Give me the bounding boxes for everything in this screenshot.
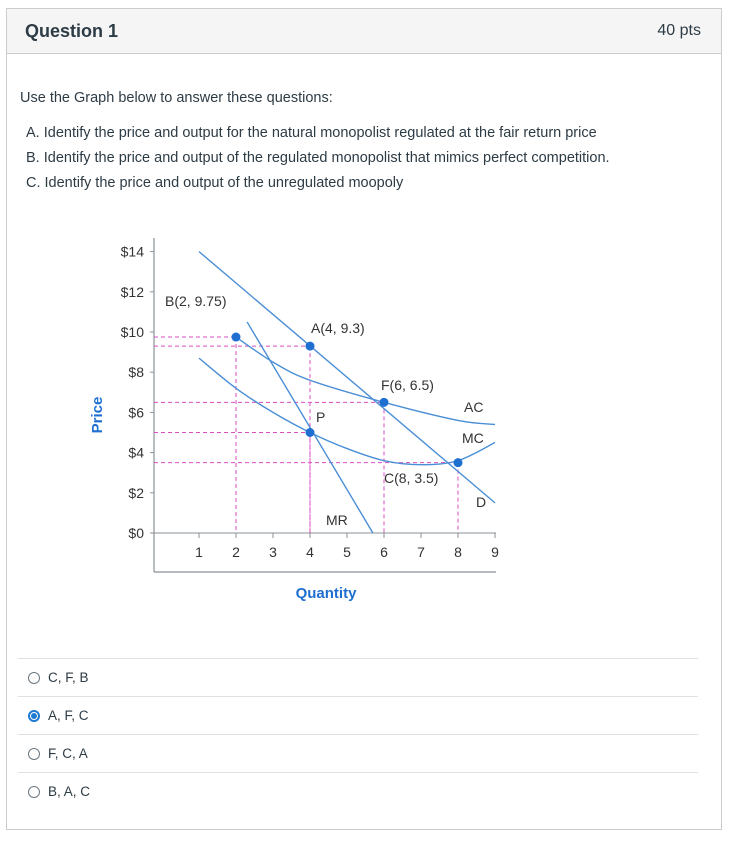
question-item-c: C. Identify the price and output of the unregulated moopoly — [26, 175, 404, 191]
y-tick-label: $12 — [120, 283, 144, 300]
point-label: B(2, 9.75) — [165, 293, 227, 309]
question-header — [7, 9, 721, 54]
curve-label-mc: MC — [462, 430, 484, 446]
y-tick-label: $10 — [120, 324, 144, 340]
curve-d — [199, 252, 495, 503]
answer-label: C, F, B — [48, 670, 89, 685]
x-tick-label: 5 — [343, 544, 351, 560]
x-tick-label: 6 — [380, 544, 388, 560]
curve-ac — [236, 337, 495, 424]
answer-option-3[interactable] — [18, 734, 698, 772]
x-tick-label: 9 — [491, 544, 499, 560]
data-point — [306, 342, 315, 351]
data-point — [454, 458, 463, 467]
radio-icon[interactable] — [28, 748, 40, 760]
point-label: P — [316, 409, 326, 425]
y-tick-label: $0 — [128, 525, 144, 541]
y-tick-label: $4 — [128, 444, 144, 461]
x-tick-label: 4 — [306, 544, 314, 560]
answer-option-2[interactable] — [18, 696, 698, 734]
x-tick-label: 8 — [454, 544, 462, 560]
answer-label: A, F, C — [48, 708, 89, 723]
x-tick-label: 1 — [195, 544, 203, 560]
data-point — [232, 333, 241, 342]
curve-label-ac: AC — [464, 399, 484, 415]
x-tick-label: 7 — [417, 544, 425, 560]
point-label: A(4, 9.3) — [311, 320, 365, 336]
curve-label-mr: MR — [326, 512, 348, 528]
x-tick-label: 2 — [232, 544, 240, 560]
y-tick-label: $6 — [128, 404, 144, 421]
answer-label: F, C, A — [48, 746, 88, 761]
question-points: 40 pts — [657, 22, 701, 39]
question-items — [20, 123, 700, 194]
y-tick-label: $2 — [128, 484, 144, 501]
y-tick-label: $14 — [120, 243, 144, 260]
y-tick-label: $8 — [128, 364, 144, 381]
point-label: F(6, 6.5) — [381, 377, 434, 393]
question-title: Question 1 — [25, 20, 119, 41]
y-axis-label: Price — [89, 396, 106, 434]
x-axis-label: Quantity — [295, 585, 357, 602]
answer-option-4[interactable] — [18, 772, 698, 810]
radio-icon[interactable] — [28, 786, 40, 798]
question-item-b: B. Identify the price and output of the regulated monopolist that mimics perfect competition. — [26, 150, 610, 166]
answer-list — [18, 658, 698, 810]
curve-mc — [199, 358, 495, 465]
x-tick-label: 3 — [269, 544, 277, 560]
question-item-a: A. Identify the price and output for the natural monopolist regulated at the fair return price — [26, 125, 597, 141]
data-point — [306, 428, 315, 437]
answer-label: B, A, C — [48, 784, 91, 799]
answer-option-1[interactable] — [18, 658, 698, 696]
curve-label-d: D — [476, 494, 487, 510]
radio-icon[interactable] — [28, 672, 40, 684]
question-intro: Use the Graph below to answer these questions: — [20, 90, 333, 106]
monopoly-graph — [76, 230, 516, 620]
radio-icon[interactable] — [28, 710, 40, 722]
point-label: C(8, 3.5) — [384, 470, 439, 486]
data-point — [380, 398, 389, 407]
question-body — [20, 88, 700, 198]
